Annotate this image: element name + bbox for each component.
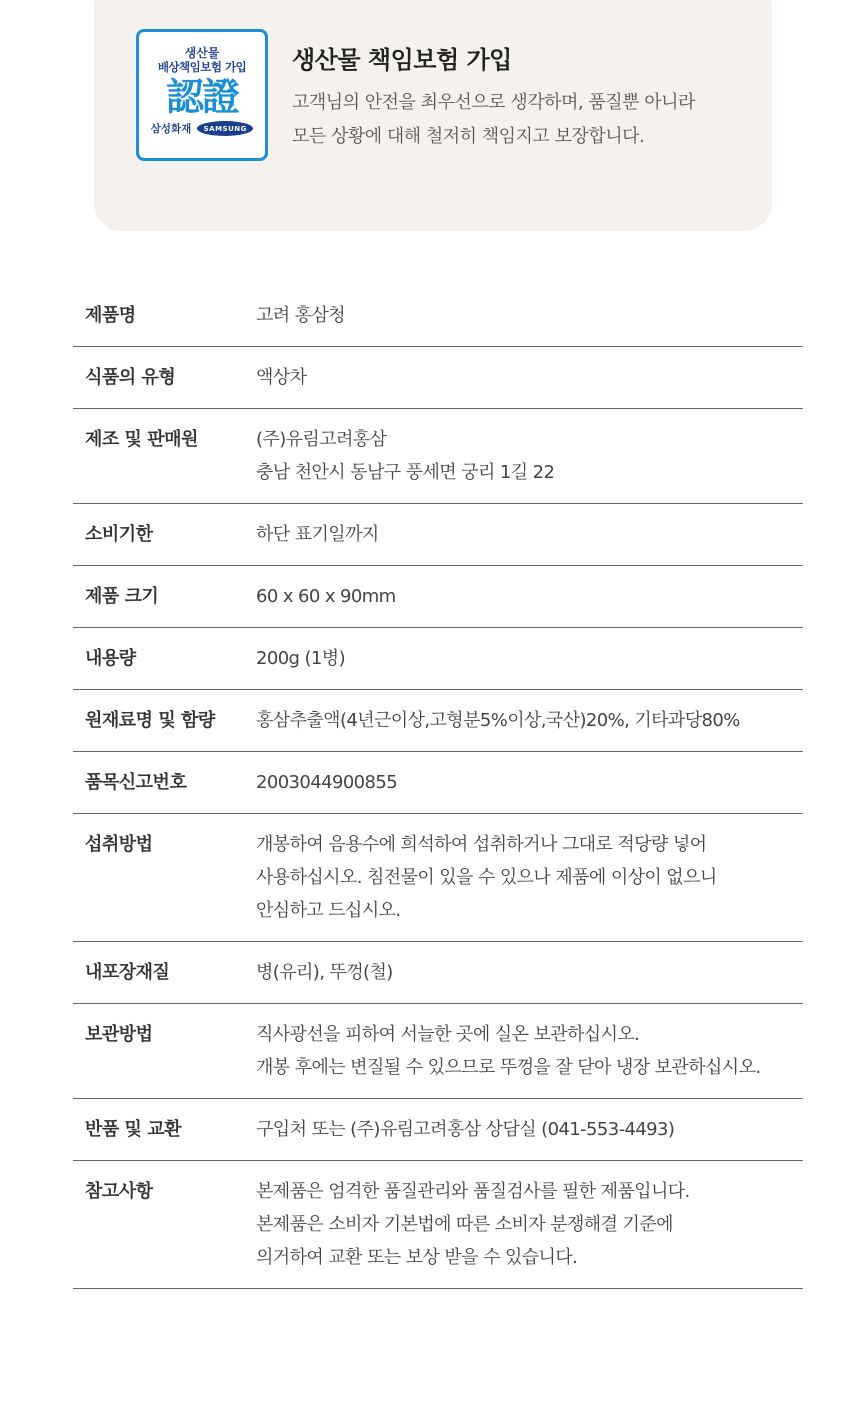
info-row-value-line: 200g (1병) [256,648,345,669]
banner-description-line: 고객님의 안전을 최우선으로 생각하며, 품질뿐 아니라 [292,92,695,113]
info-row-value-line: 병(유리), 뚜껑(철) [256,962,393,983]
info-table-row [73,1004,803,1099]
banner-description-line: 모든 상황에 대해 철저히 책임지고 보장합니다. [292,126,645,147]
certification-seal-text: 認證 [165,75,238,119]
info-row-value-line: 사용하십시오. 침전물이 있을 수 있으나 제품에 이상이 없으니 [256,867,717,888]
info-row-value [256,580,803,613]
badge-text-line1: 생산물 [184,46,220,60]
info-row-value-line: 본제품은 엄격한 품질관리와 품질검사를 필한 제품입니다. [256,1181,690,1202]
info-row-label: 원재료명 및 함량 [85,710,215,731]
info-table-row [73,409,803,504]
info-row-label: 반품 및 교환 [85,1119,181,1140]
info-row-value [256,1175,803,1274]
info-table-row [73,566,803,628]
badge-footer [151,121,254,136]
info-table-row [73,1099,803,1161]
info-row-value [256,828,803,927]
info-table-row [73,628,803,690]
info-table-row [73,1161,803,1289]
banner-description [292,86,762,154]
info-row-value-line: 의거하여 교환 또는 보상 받을 수 있습니다. [256,1247,578,1268]
samsung-logo-icon: SAMSUNG [197,121,253,136]
info-row-value [256,766,803,799]
info-row-value [256,1113,803,1146]
info-row-label: 제조 및 판매원 [85,429,198,450]
info-row-value [256,361,803,394]
info-row-value-line: 60 x 60 x 90mm [256,586,396,607]
info-row-value-line: 홍삼추출액(4년근이상,고형분5%이상,국산)20%, 기타과당80% [256,710,740,731]
info-row-value-line: 하단 표기일까지 [256,524,379,545]
info-row-label: 내용량 [85,648,136,669]
info-row-value [256,956,803,989]
info-row-value-line: 구입처 또는 (주)유림고려홍삼 상담실 (041-553-4493) [256,1119,675,1140]
banner-title: 생산물 책임보험 가입 [292,46,512,74]
info-table-row [73,814,803,942]
info-row-value-line: 고려 홍삼청 [256,305,346,326]
info-row-label: 보관방법 [85,1024,153,1045]
info-row-label: 식품의 유형 [85,367,176,388]
info-table-row [73,504,803,566]
info-row-value-line: 2003044900855 [256,772,398,793]
info-row-label: 제품명 [85,305,136,326]
info-row-value-line: 충남 천안시 동남구 풍세면 궁리 1길 22 [256,462,555,483]
insurer-name: 삼성화재 [150,123,192,135]
info-row-label: 섭취방법 [85,834,153,855]
info-row-value [256,1018,803,1084]
info-row-value-line: 개봉하여 음용수에 희석하여 섭취하거나 그대로 적당량 넣어 [256,834,707,855]
info-row-value [256,642,803,675]
info-row-label: 제품 크기 [85,586,159,607]
info-row-value-line: 개봉 후에는 변질될 수 있으므로 뚜껑을 잘 닫아 냉장 보관하십시오. [256,1057,761,1078]
info-row-value-line: 안심하고 드십시오. [256,900,401,921]
info-row-value [256,299,803,332]
info-row-label: 품목신고번호 [85,772,187,793]
info-table-row [73,285,803,347]
info-row-value-line: 액상차 [256,367,307,388]
info-row-value-line: 본제품은 소비자 기본법에 따른 소비자 분쟁해결 기준에 [256,1214,673,1235]
badge-text-line2: 배상책임보험 가입 [157,60,247,74]
info-row-value [256,423,803,489]
info-row-label: 소비기한 [85,524,153,545]
info-table-row [73,752,803,814]
info-table-row [73,690,803,752]
info-row-label: 참고사항 [85,1181,153,1202]
product-info-table [73,285,803,1289]
info-row-value [256,518,803,551]
info-row-value-line: (주)유림고려홍삼 [256,429,387,450]
info-row-label: 내포장재질 [85,962,170,983]
info-table-row [73,347,803,409]
info-row-value [256,704,803,737]
info-table-row [73,942,803,1004]
info-row-value-line: 직사광선을 피하여 서늘한 곳에 실온 보관하십시오. [256,1024,640,1045]
insurance-certification-badge [136,29,268,161]
